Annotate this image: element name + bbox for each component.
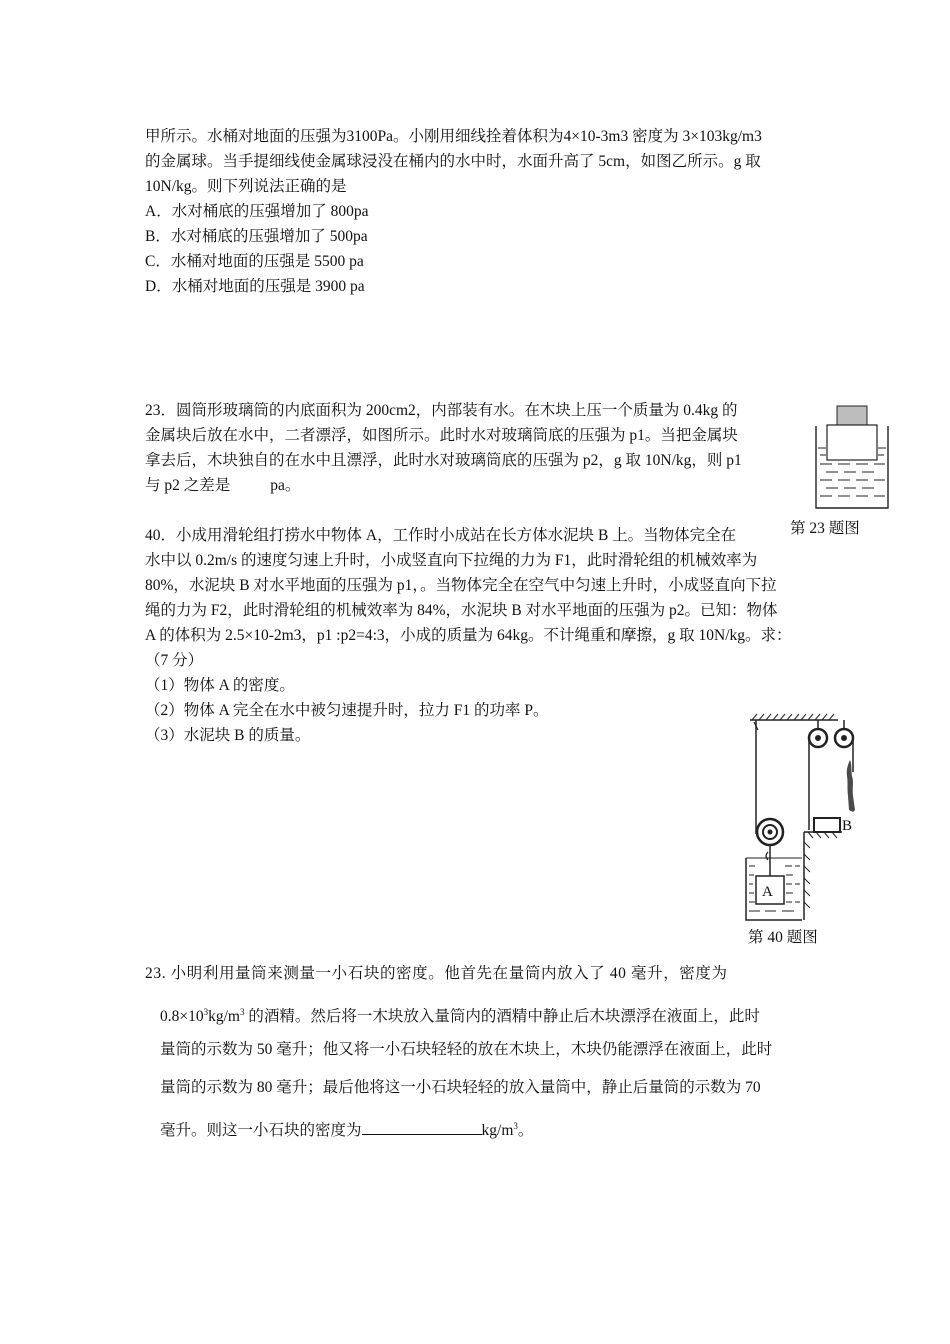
block-b — [814, 818, 840, 832]
q23b-line-2-mid: kg/m — [208, 1008, 240, 1026]
q23b-line-2-suffix: 的酒精。然后将一木块放入量筒内的酒精中静止后木块漂浮在液面上，此时 — [244, 1008, 760, 1026]
q40-line-1: 40．小成用滑轮组打捞水中物体 A，工作时小成站在长方体水泥块 B 上。当物体完全在 — [145, 527, 737, 544]
q22-line-2: 的金属球。当手提细线使金属球浸没在桶内的水中时，水面升高了 5cm，如图乙所示。g 取 — [145, 153, 761, 170]
q22-option-d: D．水桶对地面的压强是 3900 pa — [145, 278, 365, 295]
q40-line-5: A 的体积为 2.5×10-2m3，p1 :p2=4:3，小成的质量为 64kg。不计绳重和摩擦，g 取 10N/kg。求： — [145, 627, 792, 644]
q23a-line-2: 金属块后放在水中，二者漂浮，如图所示。此时水对玻璃筒底的压强为 p1。当把金属块 — [145, 427, 738, 444]
q23b-line-3: 量筒的示数为 50 毫升；他又将一小石块轻轻的放在木块上，木块仍能漂浮在液面上，此时 — [160, 1041, 773, 1058]
q40-line-3: 80%，水泥块 B 对水平地面的压强为 p1，。当物体完全在空气中匀速上升时，小成竖直向下拉 — [145, 577, 777, 594]
q23b-line-1: 23. 小明利用量筒来测量一小石块的密度。他首先在量筒内放入了 40 毫升，密度为 — [145, 965, 728, 982]
q23a-last-suffix: pa。 — [270, 477, 301, 494]
q23a-last-prefix: 与 p2 之差是 — [145, 477, 231, 494]
q40-figure-caption: 第 40 题图 — [748, 929, 818, 946]
q23a-line-3: 拿去后，木块独自的在水中且漂浮，此时水对玻璃筒底的压强为 p2，g 取 10N/kg，则 p1 — [145, 452, 742, 469]
label-a: A — [762, 884, 773, 900]
q23a-line-1: 23．圆筒形玻璃筒的内底面积为 200cm2，内部装有水。在木块上压一个质量为 0.4kg 的 — [145, 402, 738, 419]
q23b-line-5-end: 。 — [517, 1122, 534, 1140]
q40-question-1: （1）物体 A 的密度。 — [145, 677, 295, 694]
person-silhouette — [847, 760, 855, 812]
q23-figure — [812, 400, 892, 512]
q40-line-6: （7 分） — [145, 652, 204, 669]
q23b-line-2-prefix: 0.8×10 — [160, 1008, 204, 1026]
wood-block — [827, 425, 877, 460]
q40-line-2: 水中以 0.2m/s 的速度匀速上升时，小成竖直向下拉绳的力为 F1，此时滑轮组的机械效率为 — [145, 552, 758, 569]
q40-question-3: （3）水泥块 B 的质量。 — [145, 727, 311, 744]
q23b-line-5-unit: kg/m — [481, 1122, 514, 1140]
q40-question-2: （2）物体 A 完全在水中被匀速提升时，拉力 F1 的功率 P。 — [145, 702, 549, 719]
q40-pulley-figure — [740, 712, 860, 924]
q23b-line-5-sup: 3 — [513, 1121, 518, 1131]
q23b-line-5 — [160, 1116, 533, 1141]
q23b-line-4: 量筒的示数为 80 毫升；最后他将这一小石块轻轻的放入量筒中，静止后量筒的示数为 70 — [160, 1079, 761, 1096]
answer-blank[interactable] — [362, 1120, 482, 1135]
q22-option-a: A．水对桶底的压强增加了 800pa — [145, 203, 369, 220]
ceiling-hatch — [752, 714, 834, 720]
q23b-line-2 — [160, 1002, 760, 1027]
q23b-line-5-prefix: 毫升。则这一小石块的密度为 — [160, 1122, 362, 1140]
q22-line-1: 甲所示。水桶对地面的压强为3100Pa。小刚用细线拴着体积为4×10-3m3 密度为 3×103kg/m3 — [145, 128, 762, 145]
q22-option-b: B．水对桶底的压强增加了 500pa — [145, 228, 368, 245]
q23b-line-2-sup2: 3 — [240, 1007, 245, 1017]
metal-block — [837, 406, 867, 425]
q23a-line-4 — [145, 476, 300, 496]
q22-option-c: C．水桶对地面的压强是 5500 pa — [145, 253, 364, 270]
q22-line-3: 10N/kg。则下列说法正确的是 — [145, 178, 347, 195]
q23b-line-2-sup: 3 — [203, 1007, 209, 1017]
label-b: B — [842, 818, 853, 834]
q40-line-4: 绳的力为 F2，此时滑轮组的机械效率为 84%，水泥块 B 对水平地面的压强为 p2。已知：物体 — [145, 602, 778, 619]
q23-figure-caption: 第 23 题图 — [790, 520, 860, 537]
